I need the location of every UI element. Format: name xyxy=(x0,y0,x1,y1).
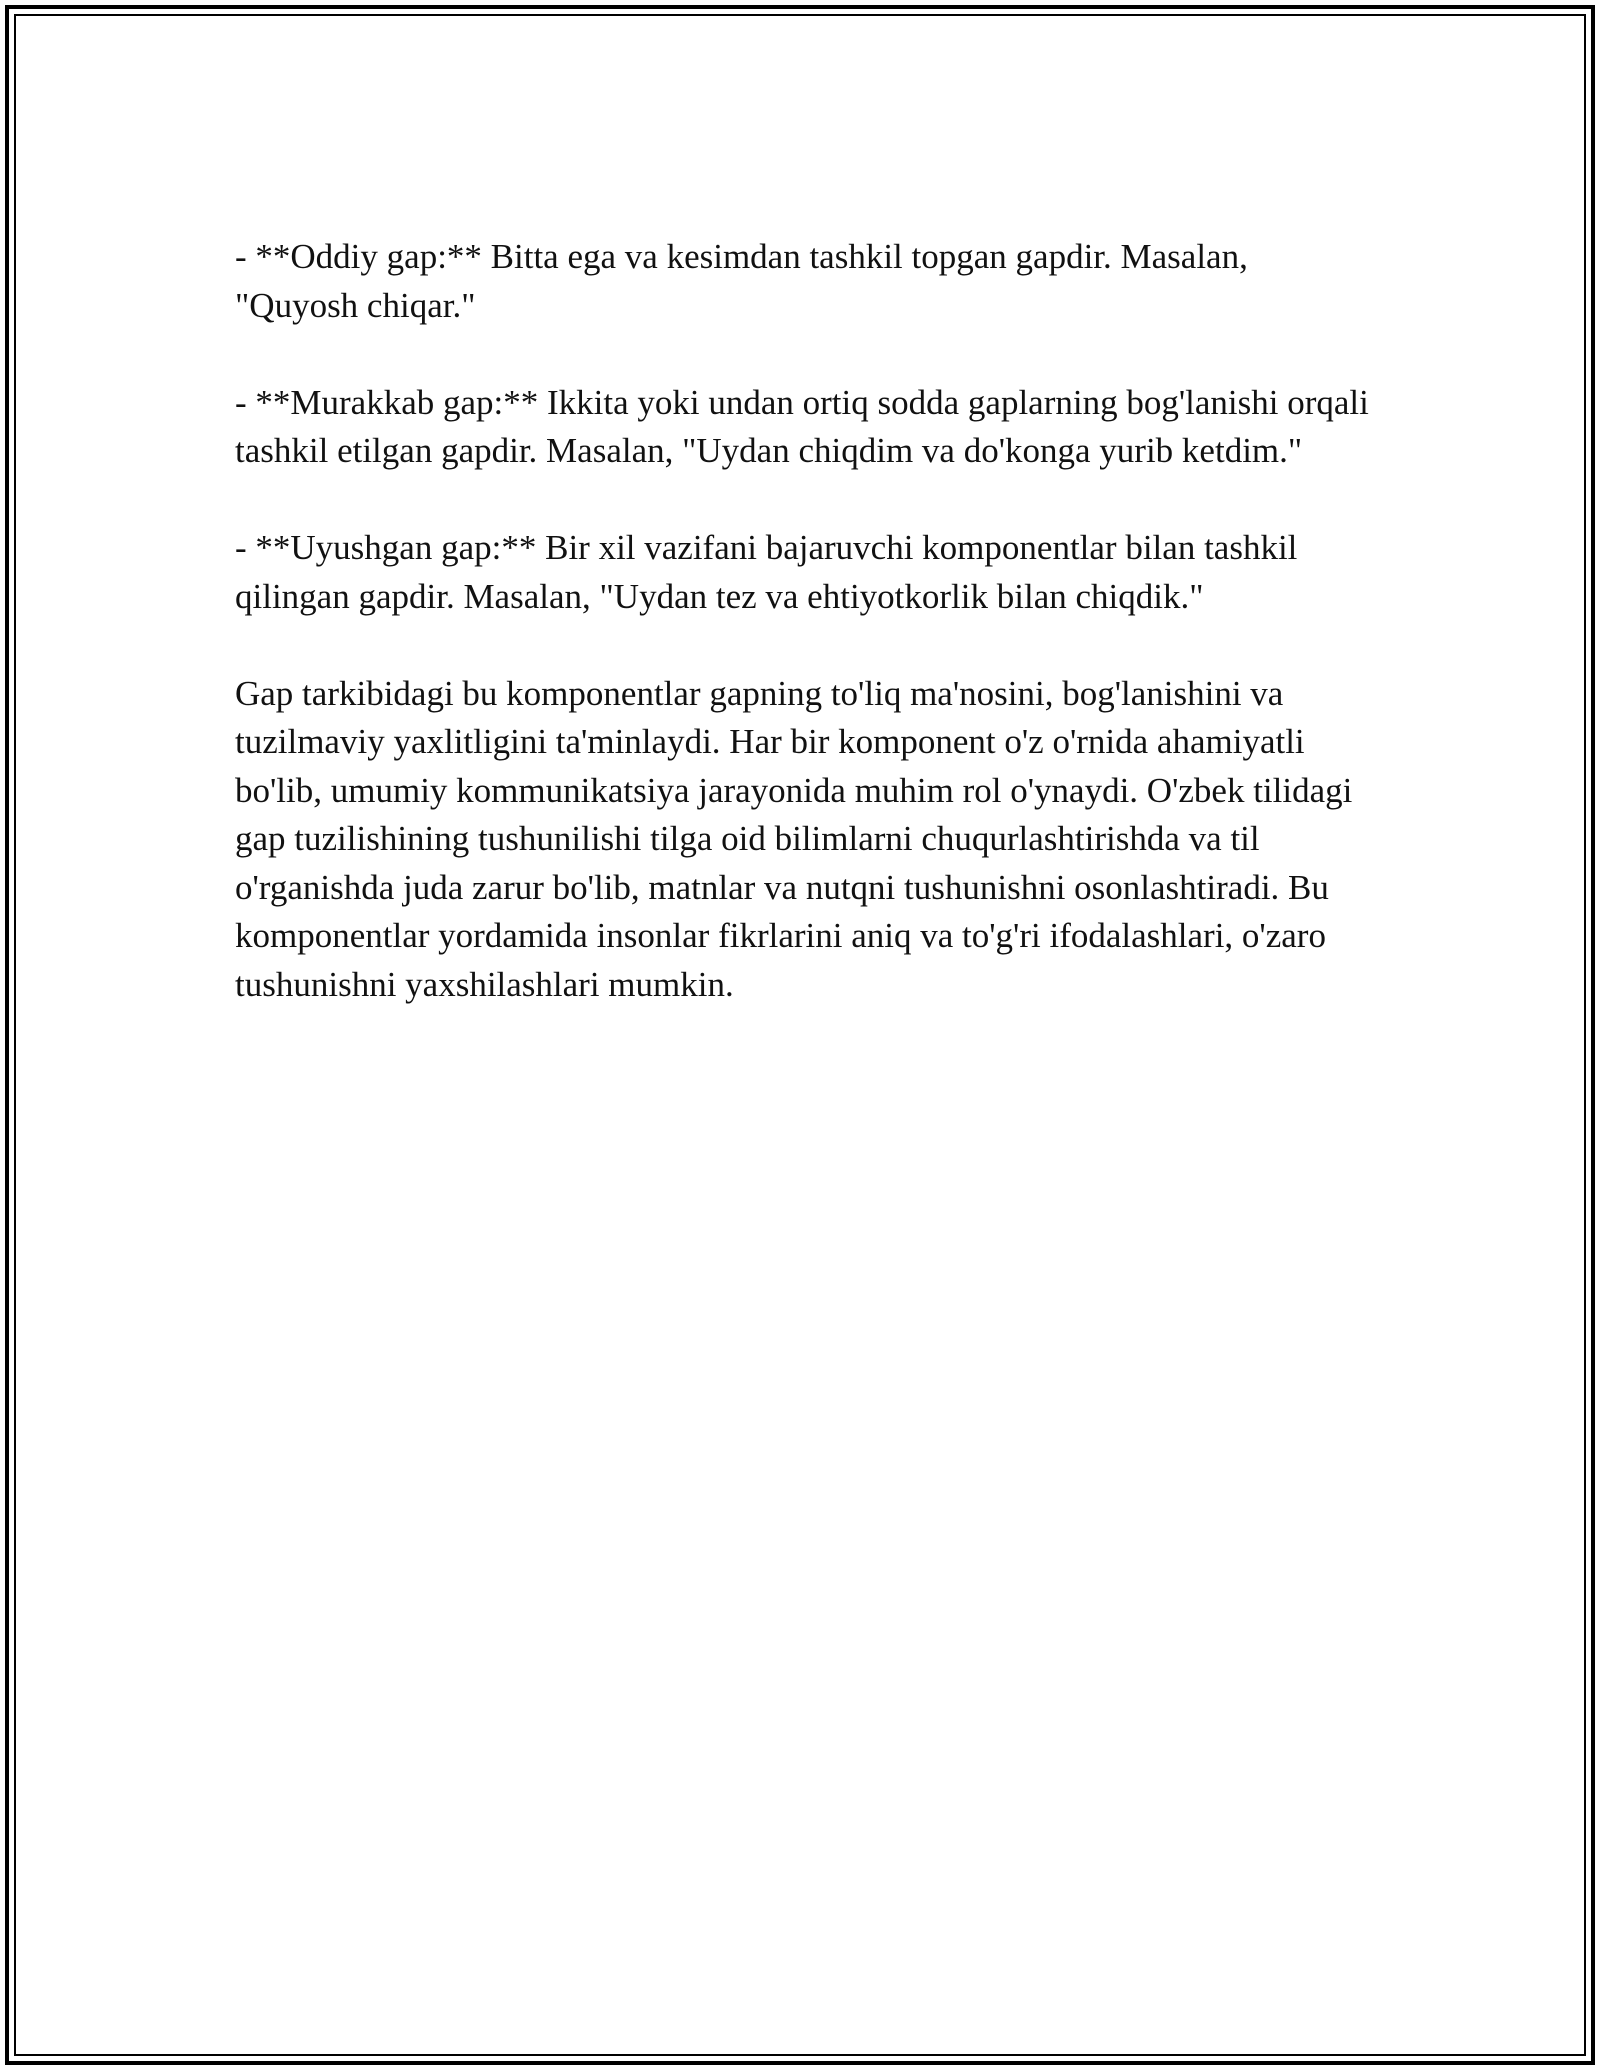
paragraph-oddiy-gap: - **Oddiy gap:** Bitta ega va kesimdan tashkil topgan gapdir. Masalan, "Quyosh chiqar." xyxy=(235,237,1248,325)
paragraph-xulosa: Gap tarkibidagi bu komponentlar gapning to'liq ma'nosini, bog'lanishini va tuzilmaviy yaxlitligini ta'minlaydi. Har bir komponent o'z o'rnida ahamiyatli bo'lib, umumiy kommunikatsiya jarayonida muhim rol o'ynaydi. O'zbek tilidagi gap tuzilishining tushunilishi tilga oid bilimlarni chuqurlashtirishda va til o'rganishda juda zarur bo'lib, matnlar va nutqni tushunishni osonlashtiradi. Bu komponentlar yordamida insonlar fikrlarini aniq va to'g'ri ifodalashlari, o'zaro tushunishni yaxshilashlari mumkin. xyxy=(235,673,1353,1004)
document-body xyxy=(235,233,1375,1009)
paragraph-uyushgan-gap: - **Uyushgan gap:** Bir xil vazifani bajaruvchi komponentlar bilan tashkil qilingan gapdir. Masalan, "Uydan tez va ehtiyotkorlik bilan chiqdik." xyxy=(235,528,1298,616)
paragraph-murakkab-gap: - **Murakkab gap:** Ikkita yoki undan ortiq sodda gaplarning bog'lanishi orqali tashkil etilgan gapdir. Masalan, "Uydan chiqdim va do'konga yurib ketdim." xyxy=(235,382,1369,470)
